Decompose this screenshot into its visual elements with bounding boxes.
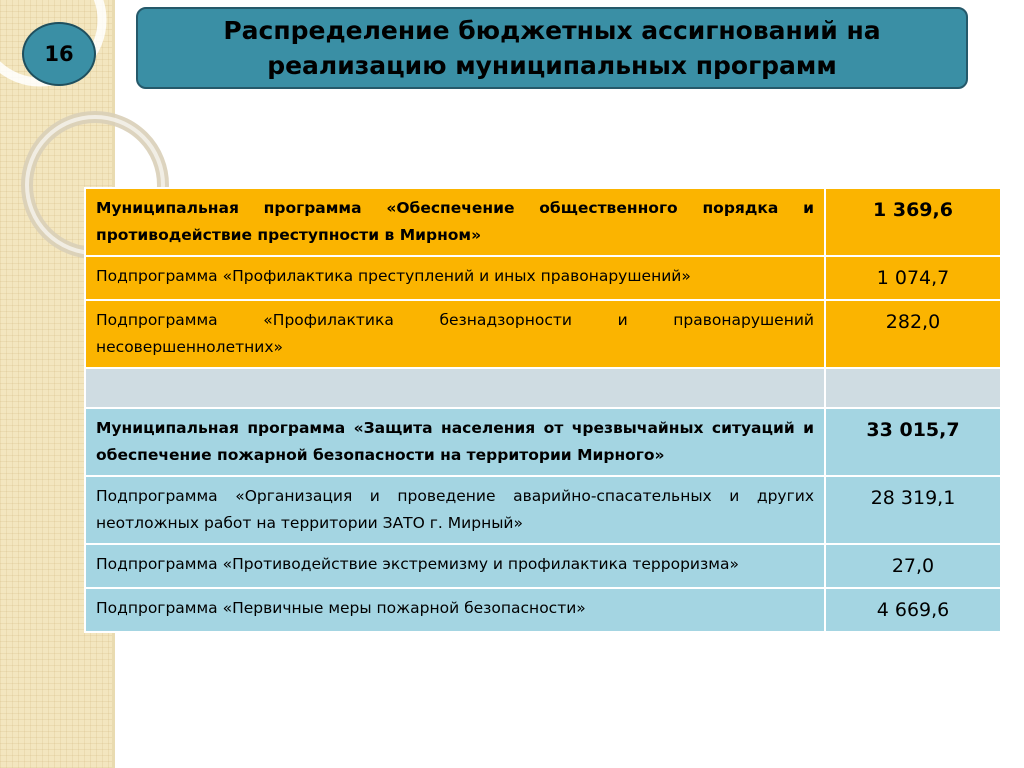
- spacer-row: [85, 368, 1001, 408]
- program-row-public-order: [85, 188, 1001, 256]
- program-value: 33 015,7: [825, 408, 1001, 476]
- subprogram-name: Подпрограмма «Первичные меры пожарной безопасности»: [85, 588, 825, 632]
- program-value: 1 369,6: [825, 188, 1001, 256]
- program-row-emergency: [85, 408, 1001, 476]
- subprogram-row: [85, 300, 1001, 368]
- subprogram-value: 282,0: [825, 300, 1001, 368]
- spacer-cell: [825, 368, 1001, 408]
- subprogram-name: Подпрограмма «Организация и проведение аварийно-спасательных и других неотложных работ на территории ЗАТО г. Мирный»: [85, 476, 825, 544]
- subprogram-row: [85, 256, 1001, 300]
- program-name: Муниципальная программа «Обеспечение общественного порядка и противодействие преступности в Мирном»: [85, 188, 825, 256]
- program-name: Муниципальная программа «Защита населения от чрезвычайных ситуаций и обеспечение пожарной безопасности на территории Мирного»: [85, 408, 825, 476]
- subprogram-value: 1 074,7: [825, 256, 1001, 300]
- subprogram-name: Подпрограмма «Профилактика безнадзорности и правонарушений несовершеннолетних»: [85, 300, 825, 368]
- subprogram-value: 28 319,1: [825, 476, 1001, 544]
- slide-number-badge: 16: [22, 22, 96, 86]
- subprogram-value: 4 669,6: [825, 588, 1001, 632]
- subprogram-row: [85, 476, 1001, 544]
- spacer-cell: [85, 368, 825, 408]
- subprogram-name: Подпрограмма «Профилактика преступлений и иных правонарушений»: [85, 256, 825, 300]
- subprogram-row: [85, 588, 1001, 632]
- subprogram-value: 27,0: [825, 544, 1001, 588]
- subprogram-name: Подпрограмма «Противодействие экстремизму и профилактика терроризма»: [85, 544, 825, 588]
- slide-title: Распределение бюджетных ассигнований на реализацию муниципальных программ: [136, 7, 968, 89]
- subprogram-row: [85, 544, 1001, 588]
- budget-table: [84, 187, 1002, 633]
